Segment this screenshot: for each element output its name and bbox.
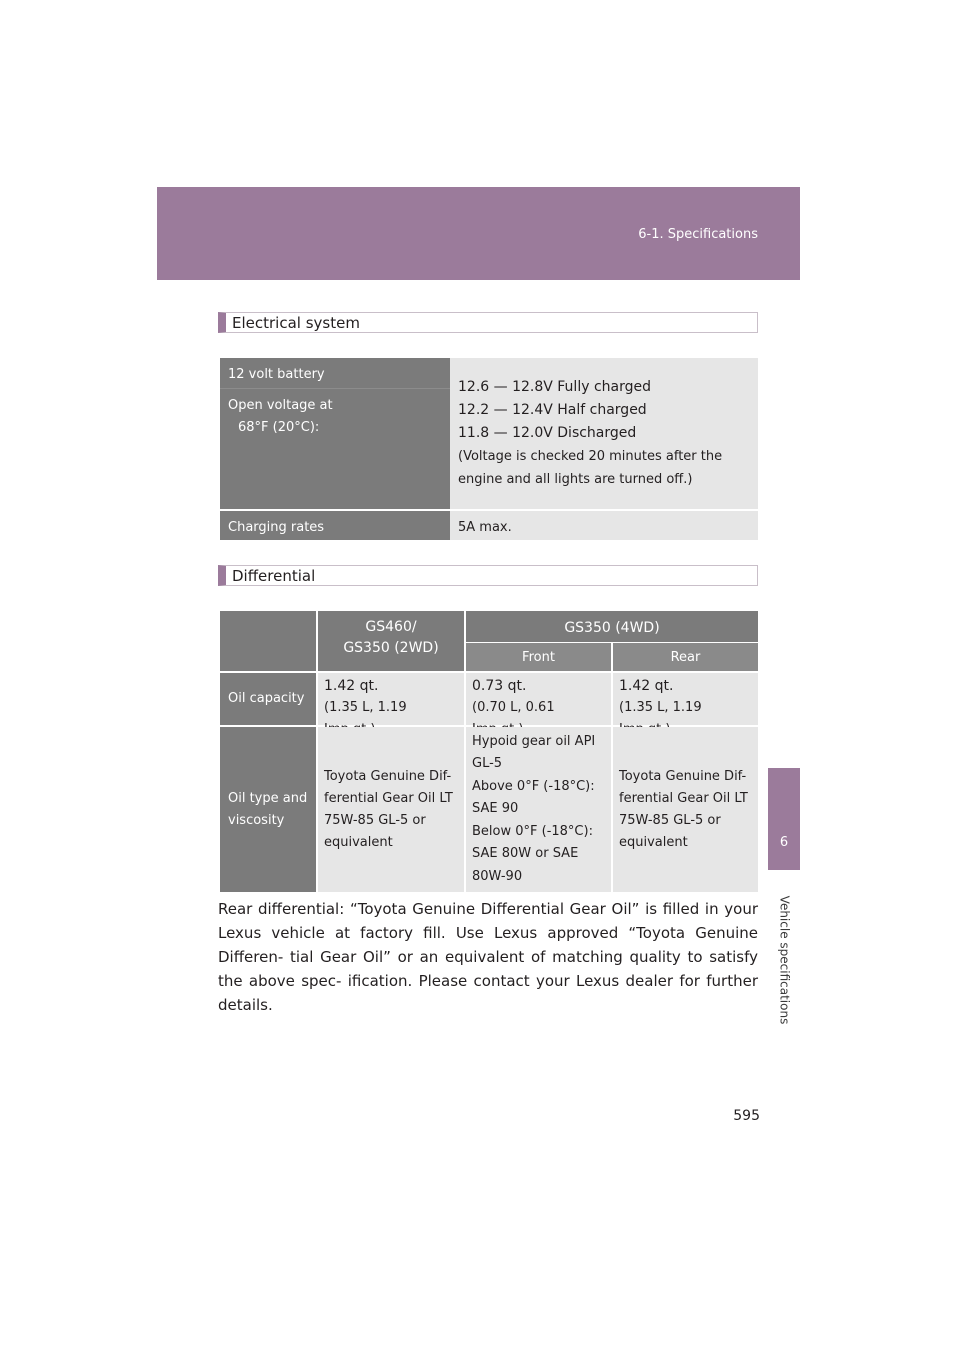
open-voltage-label	[220, 388, 450, 509]
oil-type-label-1: Oil type and	[228, 790, 308, 806]
electrical-table	[220, 358, 758, 540]
corner-cell	[220, 611, 316, 671]
electrical-heading-text: Electrical system	[232, 314, 360, 332]
oil-capacity-front-metric: (0.70 L, 0.61	[472, 700, 555, 715]
battery-label: 12 volt battery	[220, 358, 450, 388]
page-number: 595	[733, 1108, 760, 1124]
oil-capacity-2wd-qt: 1.42 qt.	[324, 678, 379, 694]
oil-type-front-4: SAE 90	[472, 801, 519, 817]
differential-heading-text: Differential	[232, 567, 316, 585]
differential-note: Rear differential: “Toyota Genuine Differential Gear Oil” is filled in your Lexus vehicle at factory fill. Use Lexus approved “Toyota Genuine Differen- tial Gear Oil” or an equivalent of matching quality to satisfy the above spec- ification. Please contact your Lexus dealer for further details.	[218, 900, 758, 1014]
oil-type-front-7: 80W-90	[472, 868, 523, 884]
header-front: Front	[464, 642, 611, 671]
voltage-half: 12.2 — 12.4V Half charged	[458, 402, 647, 418]
header-2wd-line2: GS350 (2WD)	[343, 640, 439, 656]
oil-type-front-6: SAE 80W or SAE	[472, 846, 579, 862]
oil-capacity-rear-qt: 1.42 qt.	[619, 678, 674, 694]
open-voltage-label-2: 68°F (20°C):	[238, 420, 320, 435]
differential-heading	[218, 565, 758, 586]
oil-type-rear-1: Toyota Genuine Dif-	[619, 768, 747, 784]
charging-value: 5A max.	[450, 509, 758, 540]
oil-type-rear-3: 75W-85 GL-5 or	[619, 812, 721, 828]
voltage-discharged: 11.8 — 12.0V Discharged	[458, 425, 637, 441]
header-rear: Rear	[611, 642, 758, 671]
section-title: 6-1. Specifications	[638, 227, 758, 242]
oil-capacity-label: Oil capacity	[220, 673, 316, 725]
oil-type-2wd-4: equivalent	[324, 834, 393, 850]
chapter-number: 6	[779, 835, 789, 850]
header-4wd: GS350 (4WD)	[464, 611, 758, 642]
oil-type-rear-2: ferential Gear Oil LT	[619, 790, 748, 806]
oil-capacity-rear-metric: (1.35 L, 1.19	[619, 700, 702, 715]
oil-type-2wd-2: ferential Gear Oil LT	[324, 790, 453, 806]
oil-capacity-2wd-metric: (1.35 L, 1.19	[324, 700, 407, 715]
oil-type-2wd	[316, 727, 464, 892]
oil-type-front-3: Above 0°F (-18°C):	[472, 778, 595, 794]
voltage-values	[450, 358, 758, 509]
oil-type-front-2: GL-5	[472, 756, 503, 772]
differential-table	[220, 611, 758, 892]
oil-type-front-1: Hypoid gear oil API	[472, 733, 596, 749]
oil-type-label-2: viscosity	[228, 812, 285, 828]
voltage-full: 12.6 — 12.8V Fully charged	[458, 379, 651, 395]
header-band	[157, 187, 800, 280]
oil-type-front-5: Below 0°F (-18°C):	[472, 823, 593, 839]
open-voltage-label-1: Open voltage at	[228, 398, 333, 413]
chapter-label	[770, 880, 798, 1040]
header-2wd	[316, 611, 464, 671]
oil-type-rear	[611, 727, 758, 892]
oil-type-front	[464, 727, 611, 892]
oil-type-2wd-1: Toyota Genuine Dif-	[324, 768, 452, 784]
chapter-label-text: Vehicle specifications	[777, 895, 792, 1025]
charging-label: Charging rates	[220, 509, 450, 540]
oil-capacity-front	[464, 673, 611, 725]
oil-type-rear-4: equivalent	[619, 834, 688, 850]
voltage-note-2: engine and all lights are turned off.)	[458, 472, 693, 487]
oil-capacity-rear	[611, 673, 758, 725]
chapter-tab	[768, 768, 800, 870]
oil-type-2wd-3: 75W-85 GL-5 or	[324, 812, 426, 828]
electrical-heading	[218, 312, 758, 333]
oil-capacity-front-qt: 0.73 qt.	[472, 678, 527, 694]
voltage-note-1: (Voltage is checked 20 minutes after the	[458, 449, 723, 464]
oil-type-label	[220, 727, 316, 892]
oil-capacity-2wd	[316, 673, 464, 725]
header-2wd-line1: GS460/	[365, 619, 417, 635]
